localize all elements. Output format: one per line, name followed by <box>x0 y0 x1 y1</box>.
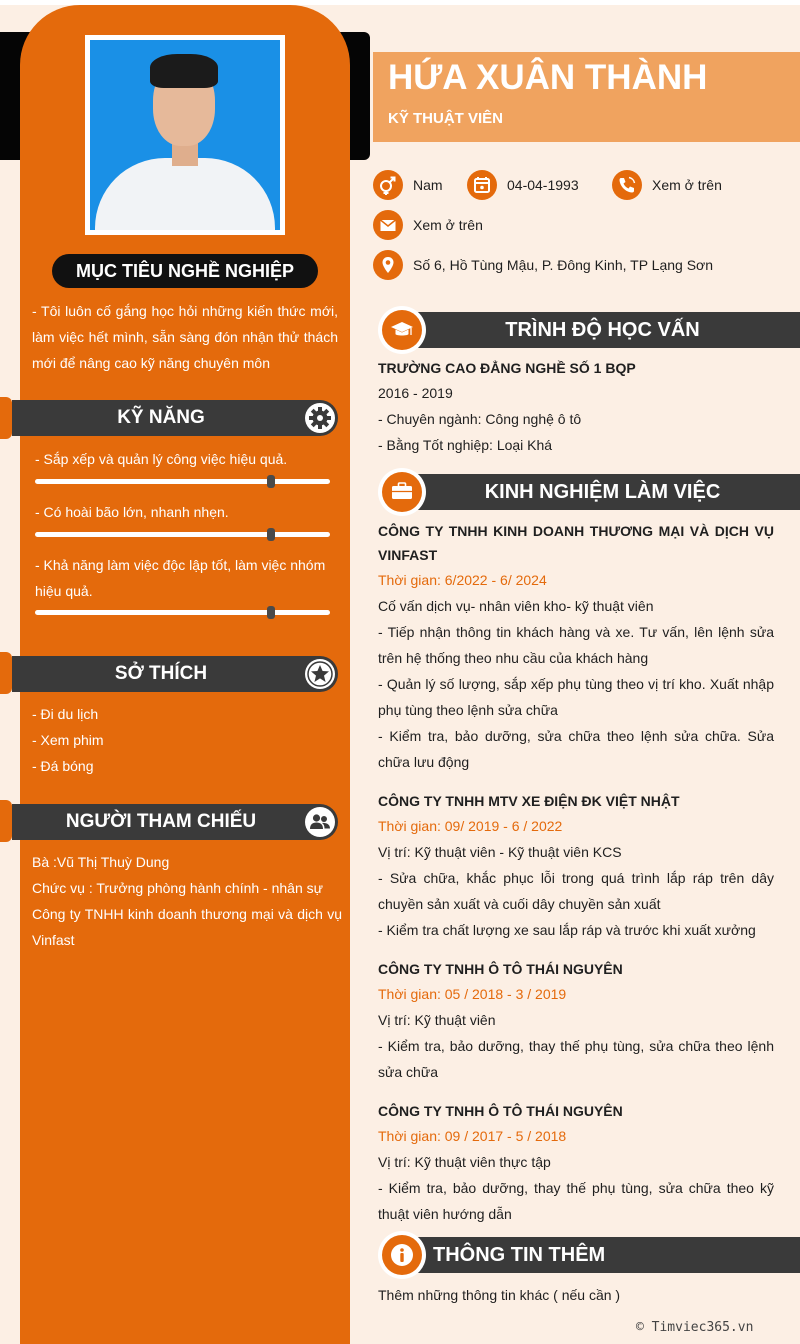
skill-text-3: - Khả năng làm việc độc lập tốt, làm việc nhóm hiệu quả. <box>35 557 326 599</box>
skills-title: KỸ NĂNG <box>117 407 205 428</box>
phone-icon <box>612 170 642 200</box>
objective-title: MỤC TIÊU NGHỀ NGHIỆP <box>52 254 318 288</box>
graduation-cap-icon <box>382 310 422 350</box>
skills-tab-marker <box>0 397 12 439</box>
skill-bar-1 <box>35 479 330 484</box>
extra-icon-badge <box>378 1231 426 1279</box>
birthday-value: 04-04-1993 <box>507 177 579 193</box>
hobby-item: - Đá bóng <box>32 758 94 774</box>
education-title: TRÌNH ĐỘ HỌC VẤN <box>505 319 700 341</box>
skill-level-knob-1 <box>267 475 275 488</box>
job-line: Vị trí: Kỹ thuật viên thực tập <box>378 1154 551 1170</box>
phone-value: Xem ở trên <box>652 177 722 193</box>
info-icon <box>382 1235 422 1275</box>
education-block <box>378 356 774 458</box>
job-line: - Sửa chữa, khắc phục lỗi trong quá trình lắp ráp trên dây chuyền sản xuất và cuối dây chuyền sản xuất <box>378 870 774 912</box>
skill-bar-3 <box>35 610 330 615</box>
skill-text-1: - Sắp xếp và quản lý công việc hiệu quả. <box>35 451 288 467</box>
objective-text: - Tôi luôn cố gắng học hỏi những kiến thức mới, làm việc hết mình, sẵn sàng đón nhận thử thách mới để nâng cao kỹ năng chuyên môn <box>32 303 338 371</box>
portrait-hair <box>150 54 218 88</box>
job-line: - Kiểm tra, bảo dưỡng, sửa chữa theo lệnh sửa chữa. Sửa chữa lưu động <box>378 728 774 770</box>
hobbies-tab-marker <box>0 652 12 694</box>
skill-text-2: - Có hoài bão lớn, nhanh nhẹn. <box>35 504 229 520</box>
extra-title: THÔNG TIN THÊM <box>433 1244 606 1266</box>
skill-level-knob-2 <box>267 528 275 541</box>
job-line: - Kiểm tra, bảo dưỡng, thay thế phụ tùng, sửa chữa theo lệnh sửa chữa <box>378 1038 774 1080</box>
references-tab-marker <box>0 800 12 842</box>
calendar-icon <box>467 170 497 200</box>
hobbies-header <box>12 656 338 692</box>
education-header <box>405 312 800 348</box>
reference-line: Công ty TNHH kinh doanh thương mại và dịch vụ Vinfast <box>32 906 342 948</box>
job-line: - Kiểm tra, bảo dưỡng, thay thế phụ tùng, sửa chữa theo kỹ thuật viên hướng dẫn <box>378 1180 774 1222</box>
gender-value: Nam <box>413 177 443 193</box>
job-time: Thời gian: 05 / 2018 - 3 / 2019 <box>378 986 567 1002</box>
experience-header <box>405 474 800 510</box>
job-line: - Quản lý số lượng, sắp xếp phụ tùng theo vị trí kho. Xuất nhập phụ tùng theo lệnh sửa chữa <box>378 676 774 718</box>
job-time: Thời gian: 09/ 2019 - 6 / 2022 <box>378 818 563 834</box>
skills-header <box>12 400 338 436</box>
education-line: - Bằng Tốt nghiệp: Loại Khá <box>378 437 553 453</box>
job-line: Cố vấn dịch vụ- nhân viên kho- kỹ thuật viên <box>378 598 654 614</box>
job-time: Thời gian: 6/2022 - 6/ 2024 <box>378 572 547 588</box>
job-line: Vị trí: Kỹ thuật viên - Kỹ thuật viên KCS <box>378 844 622 860</box>
job-time: Thời gian: 09 / 2017 - 5 / 2018 <box>378 1128 567 1144</box>
job-entry-4 <box>378 1099 774 1227</box>
job-line: - Tiếp nhận thông tin khách hàng và xe. Tư vấn, lên lệnh sửa trên hệ thống theo nhu cầu của khách hàng <box>378 624 774 666</box>
hobby-item: - Xem phim <box>32 732 104 748</box>
reference-line: Chức vụ : Trưởng phòng hành chính - nhân sự <box>32 880 324 896</box>
briefcase-icon <box>382 472 422 512</box>
gender-icon <box>373 170 403 200</box>
extra-header <box>405 1237 800 1273</box>
job-company: CÔNG TY TNHH Ô TÔ THÁI NGUYÊN <box>378 1103 623 1119</box>
people-icon <box>305 807 335 837</box>
education-line: - Chuyên ngành: Công nghệ ô tô <box>378 411 582 427</box>
experience-icon-badge <box>378 468 426 516</box>
job-company: CÔNG TY TNHH KINH DOANH THƯƠNG MẠI VÀ DỊCH VỤ VINFAST <box>378 523 774 563</box>
education-icon-badge <box>378 306 426 354</box>
job-line: Vị trí: Kỹ thuật viên <box>378 1012 496 1028</box>
job-title: KỸ THUẬT VIÊN <box>388 110 504 127</box>
extra-block <box>378 1282 774 1308</box>
portrait-shirt <box>95 158 275 230</box>
job-entry-2 <box>378 789 774 943</box>
references-header <box>12 804 338 840</box>
job-entry-3 <box>378 957 774 1085</box>
school-years: 2016 - 2019 <box>378 385 453 401</box>
portrait-image <box>90 40 280 230</box>
email-icon <box>373 210 403 240</box>
skill-level-knob-3 <box>267 606 275 619</box>
profile-photo <box>85 35 285 235</box>
watermark: © Timviec365.vn <box>636 1320 754 1335</box>
reference-line: Bà :Vũ Thị Thuỳ Dung <box>32 854 170 870</box>
gear-icon <box>305 403 335 433</box>
job-entry-1 <box>378 519 774 775</box>
job-company: CÔNG TY TNHH Ô TÔ THÁI NGUYÊN <box>378 961 623 977</box>
job-line: - Kiểm tra chất lượng xe sau lắp ráp và trước khi xuất xưởng <box>378 922 756 938</box>
extra-text: Thêm những thông tin khác ( nếu cần ) <box>378 1287 621 1303</box>
experience-title: KINH NGHIỆM LÀM VIỆC <box>484 481 721 503</box>
candidate-name: HỨA XUÂN THÀNH <box>388 58 708 97</box>
school-name: TRƯỜNG CAO ĐẲNG NGHỀ SỐ 1 BQP <box>378 360 636 376</box>
hobby-item: - Đi du lịch <box>32 706 99 722</box>
location-icon <box>373 250 403 280</box>
hobbies-title: SỞ THÍCH <box>114 663 208 684</box>
references-title: NGƯỜI THAM CHIẾU <box>65 811 257 832</box>
address-value: Số 6, Hồ Tùng Mậu, P. Đông Kinh, TP Lạng Sơn <box>413 257 714 273</box>
skill-bar-2 <box>35 532 330 537</box>
email-value: Xem ở trên <box>413 217 483 233</box>
job-company: CÔNG TY TNHH MTV XE ĐIỆN ĐK VIỆT NHẬT <box>378 793 680 809</box>
references-list <box>32 849 342 953</box>
star-icon <box>305 659 335 689</box>
hobbies-list <box>32 701 342 779</box>
